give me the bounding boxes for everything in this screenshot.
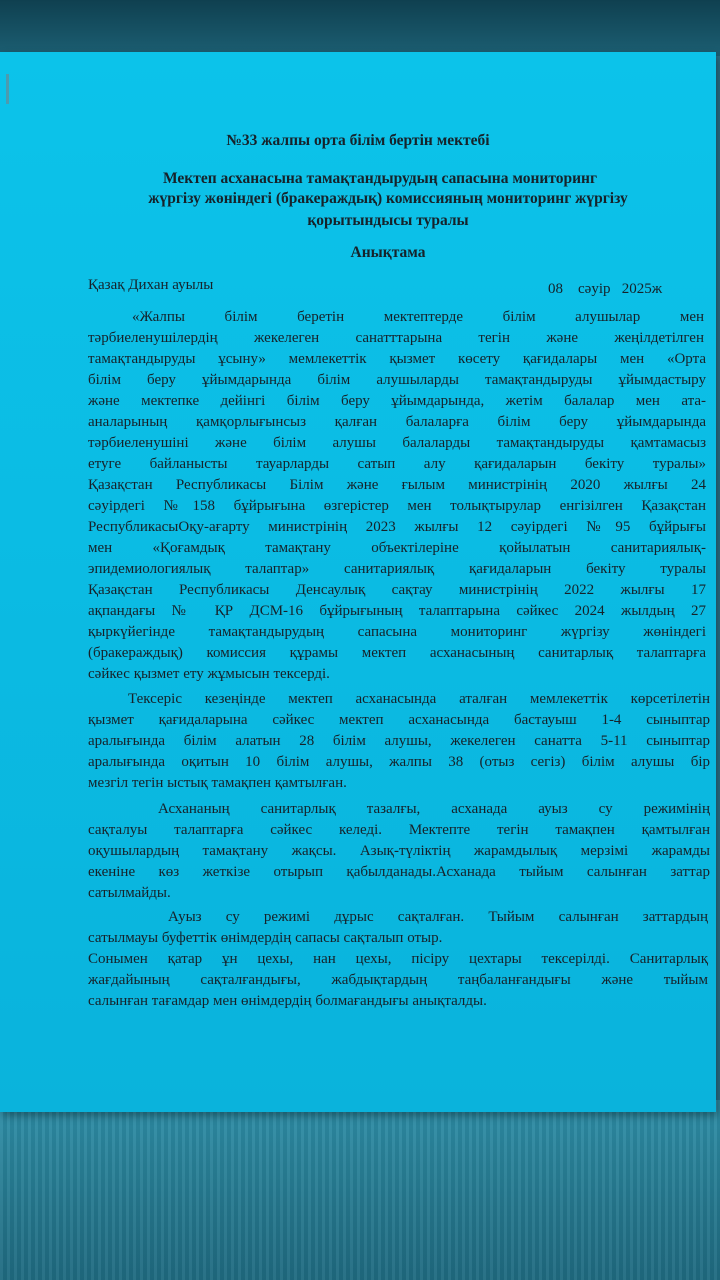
text-line: салынған тағамдар мен өнімдердің болмағандығы анықталды. [88, 993, 487, 1009]
text-line: етуге байланысты тауарларды сатып алу қағидаларын бекіту туралы» [88, 456, 706, 472]
text-line: (бракераждық) комиссия құрамы мектеп асханасының санитарлық талаптарға [88, 645, 706, 661]
text-line: екеніне көз жеткізе отырып қабылданады.Асханада тыйым салынған заттар [88, 864, 710, 880]
heading-line: жүргізу жөніндегі (бракераждық) комиссияның мониторинг жүргізу [148, 190, 628, 207]
heading-line: Мектеп асханасына тамақтандырудың сапасына мониторинг [163, 170, 597, 187]
text-line: аралығында білім алатын 28 білім алушы, жекелеген санатта 5-11 сыныптар [88, 733, 710, 749]
text-line: және мектепке дейінгі білім беру ұйымдарында, жетім балалар мен ата- [88, 393, 706, 409]
text-line: Асхананың санитарлық тазалғы, асханада ауыз су режимінің [158, 801, 710, 817]
text-line: тамақтандыруды ұсыну» мемлекеттік қызмет көсету қағидалары мен «Орта [88, 351, 706, 367]
text-line: мезгіл тегін ыстық тамақпен қамтылған. [88, 775, 347, 791]
text-line: ақпандағы № ҚР ДСМ-16 бұйрығының талаптарына сәйкес 2024 жылдың 27 [88, 603, 706, 619]
text-line: аналарының қамқорлығынсыз қалған балаларға білім беру ұйымдарында [88, 414, 706, 430]
text-line: сәйкес қызмет ету жұмысын тексерді. [88, 666, 330, 682]
document-page [0, 52, 716, 1112]
text-line: РеспубликасыОқу-ағарту министрінің 2023 жылғы 12 сәуірдегі №95 бұйрығы [88, 519, 706, 535]
text-line: тәрбиеленушіні және білім алушы балаларды тамақтандыруды қамтамасыз [88, 435, 706, 451]
text-line: оқушылардың тамақтану жақсы. Азық-түліктің жарамдылық мерзімі жарамды [88, 843, 710, 859]
text-line: Қазақстан Республикасы Білім және ғылым министрінің 2020 жылғы 24 [88, 477, 706, 493]
text-line: Тексеріс кезеңінде мектеп асханасында аталған мемлекеттік көрсетілетін [128, 691, 710, 707]
date: 08 сәуір 2025ж [548, 281, 663, 297]
text-line: Ауыз су режимі дұрыс сақталған. Тыйым салынған заттардың [168, 909, 708, 925]
text-line: мен «Қоғамдық тамақтану объектілеріне қойылатын санитариялық- [88, 540, 706, 556]
document-type: Анықтама [350, 244, 426, 261]
text-line: сәуірдегі №158 бұйрығына өзгерістер мен толықтырулар енгізілген Қазақстан [88, 498, 706, 514]
text-line: сатылмауы буфеттік өнімдердің сапасы сақталып отыр. [88, 930, 443, 946]
background-cloth [0, 1100, 720, 1280]
text-line: қыркүйегінде тамақтандырудың сапасына мониторинг жүргізу жөніндегі [88, 624, 706, 640]
text-line: тәрбиеленушілердің жекелеген санатттарына тегін және жеңілдетілген [88, 330, 704, 346]
school-name: №33 жалпы орта білім бертін мектебі [226, 132, 490, 149]
heading-line: қорытындысы туралы [307, 212, 469, 229]
text-line: қызмет қағидаларына сәйкес мектеп асханасында бастауыш 1-4 сыныптар [88, 712, 710, 728]
text-line: Қазақстан Республикасы Денсаулық сақтау министрінің 2022 жылғы 17 [88, 582, 706, 598]
text-line: сақталуы талаптарға сәйкес келеді. Мектепте тегін тамақпен қамтылған [88, 822, 710, 838]
background-desk-surface [0, 0, 720, 56]
text-line: білім беру ұйымдарында білім алушыларды тамақтандыруды ұйымдастыру [88, 372, 706, 388]
place: Қазақ Дихан ауылы [88, 277, 214, 293]
text-line: сатылмайды. [88, 885, 171, 901]
paper-edge-mark [6, 74, 9, 104]
text-line: эпидемиологиялық талаптар» санитариялық қағидаларын бекіту туралы [88, 561, 706, 577]
text-line: Сонымен қатар ұн цехы, нан цехы, пісіру цехтары тексерілді. Санитарлық [88, 951, 708, 967]
text-line: «Жалпы білім беретін мектептерде білім алушылар мен [132, 309, 704, 325]
text-line: жағдайының сақталғандығы, жабдықтардың таңбаланғандығы және тыйым [88, 972, 708, 988]
text-line: аралығында оқитын 10 білім алушы, жалпы 38 (отыз сегіз) білім алушы бір [88, 754, 710, 770]
